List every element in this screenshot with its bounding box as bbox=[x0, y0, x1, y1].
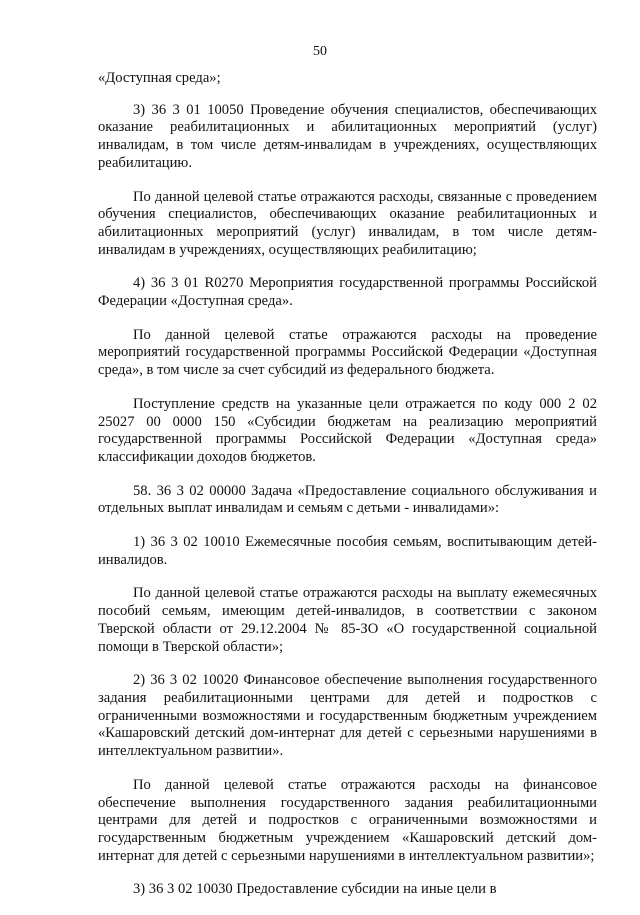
paragraph-6: Поступление средств на указанные цели отражается по коду 000 2 02 25027 00 0000 150 «Субсидии бюджетам на реализацию мероприятий государственной программы Российской Федерации «Доступная среда» классификации доходов бюджетов. bbox=[98, 395, 597, 465]
paragraph-10: 2) 36 3 02 10020 Финансовое обеспечение выполнения государственного задания реабилитационными центрами для детей и подростков с ограниченными возможностями и государственным бюджетным учреждением «Кашаровский детский дом-интернат для детей с серьезными нарушениями в интеллектуальном развитии». bbox=[98, 672, 597, 760]
paragraph-7: 58. 36 3 02 00000 Задача «Предоставление социального обслуживания и отдельных выплат инвалидам и семьям с детьми - инвалидами»: bbox=[98, 482, 597, 517]
document-body bbox=[98, 70, 597, 915]
page-number: 50 bbox=[313, 44, 327, 59]
paragraph-12: 3) 36 3 02 10030 Предоставление субсидии на иные цели в bbox=[133, 881, 497, 898]
paragraph-9: По данной целевой статье отражаются расходы на выплату ежемесячных пособий семьям, имеющим детей-инвалидов, в соответствии с законом Тверской области от 29.12.2004 № 85-ЗО «О государственной социальной помощи в Тверской области»; bbox=[98, 585, 597, 655]
paragraph-11: По данной целевой статье отражаются расходы на финансовое обеспечение выполнения государственного задания реабилитационными центрами для детей и подростков с ограниченными возможностями и государственным бюджетным учреждением «Кашаровский детский дом-интернат для детей с серьезными нарушениями в интеллектуальном развитии»; bbox=[98, 776, 597, 864]
paragraph-3: По данной целевой статье отражаются расходы, связанные с проведением обучения специалистов, обеспечивающих оказание реабилитационных и абилитационных мероприятий (услуг) инвалидам, в том числе детям-инвалидам в учреждениях, осуществляющих реабилитацию; bbox=[98, 188, 597, 258]
paragraph-8: 1) 36 3 02 10010 Ежемесячные пособия семьям, воспитывающим детей-инвалидов. bbox=[98, 534, 597, 568]
paragraph-5: По данной целевой статье отражаются расходы на проведение мероприятий государственной программы Российской Федерации «Доступная среда», в том числе за счет субсидий из федерального бюджета. bbox=[98, 326, 597, 379]
paragraph-1: «Доступная среда»; bbox=[98, 70, 221, 86]
paragraph-4: 4) 36 3 01 R0270 Мероприятия государственной программы Российской Федерации «Доступная среда». bbox=[98, 275, 597, 310]
paragraph-2: 3) 36 3 01 10050 Проведение обучения специалистов, обеспечивающих оказание реабилитационных и абилитационных мероприятий (услуг) инвалидам, в том числе детям-инвалидам в учреждениях, осуществляющих реабилитацию. bbox=[98, 101, 597, 171]
